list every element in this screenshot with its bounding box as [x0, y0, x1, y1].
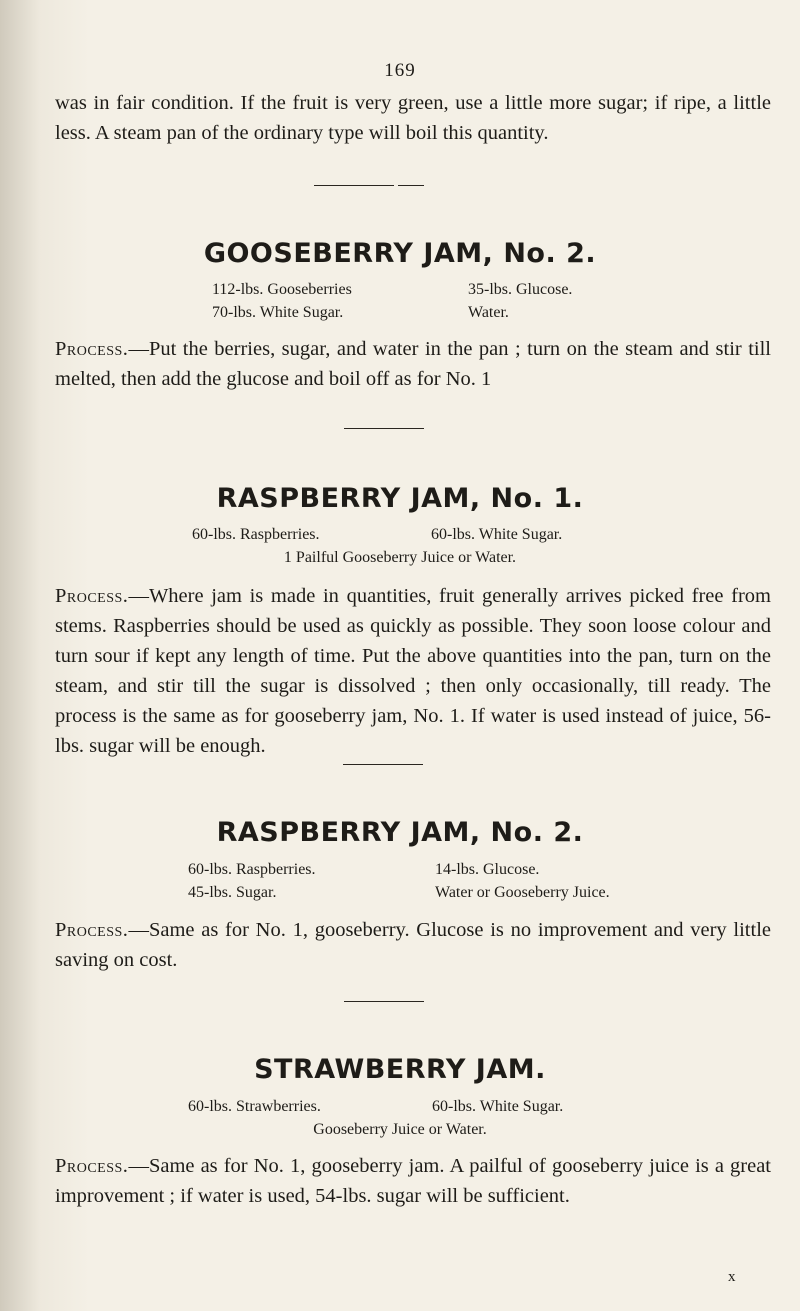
ingredient: Water. [468, 304, 509, 321]
ingredient: 1 Pailful Gooseberry Juice or Water. [283, 549, 517, 566]
section-divider [398, 185, 424, 186]
ingredient: 70-lbs. White Sugar. [212, 304, 344, 321]
intro-paragraph: was in fair condition. If the fruit is very green, use a little more sugar; if ripe, a little less. A steam pan of the ordinary type will boil this quantity. [55, 92, 771, 144]
ingredient: 60-lbs. Strawberries. [188, 1098, 321, 1115]
process-text: —Where jam is made in quantities, fruit generally arrives picked free from stems. Raspberries should be used as quickly as possible. They soon loose colour and turn sour if kept any length of time. Put the above quantities into the pan, turn on the steam, and stir till the sugar is dissolved ; then only occasionally, till ready. The process is the same as for gooseberry jam, No. 1. If water is used instead of juice, 56-lbs. sugar will be enough. [55, 585, 771, 757]
signature-mark: x [728, 1269, 736, 1285]
process-label: Process. [55, 1155, 129, 1177]
section-title-raspberry-jam-1: RASPBERRY JAM, No. 1. [216, 483, 584, 514]
process-label: Process. [55, 585, 129, 607]
process-paragraph [55, 334, 771, 394]
section-divider [344, 428, 424, 429]
process-label: Process. [55, 338, 129, 360]
ingredient: Water or Gooseberry Juice. [435, 884, 610, 901]
ingredient: 60-lbs. Raspberries. [188, 861, 316, 878]
ingredient: 60-lbs. White Sugar. [431, 526, 563, 543]
section-title-strawberry-jam: STRAWBERRY JAM. [254, 1054, 546, 1085]
ingredient: Gooseberry Juice or Water. [313, 1121, 487, 1138]
ingredient: 35-lbs. Glucose. [468, 281, 573, 298]
ingredient: 112-lbs. Gooseberries [212, 281, 352, 298]
section-divider [314, 185, 394, 186]
process-text: —Put the berries, sugar, and water in the pan ; turn on the steam and stir till melted, then add the glucose and boil off as for No. 1 [55, 338, 771, 390]
section-divider [344, 1001, 424, 1002]
section-title-gooseberry-jam-2: GOOSEBERRY JAM, No. 2. [203, 238, 597, 269]
process-paragraph [55, 915, 771, 975]
process-text: —Same as for No. 1, gooseberry jam. A pailful of gooseberry juice is a great improvement ; if water is used, 54-lbs. sugar will be sufficient. [55, 1155, 771, 1207]
ingredient: 45-lbs. Sugar. [188, 884, 277, 901]
process-paragraph [55, 1151, 771, 1211]
process-paragraph [55, 581, 771, 761]
process-label: Process. [55, 919, 129, 941]
ingredient: 14-lbs. Glucose. [435, 861, 540, 878]
section-divider [343, 764, 423, 765]
page-number: 169 [384, 60, 416, 81]
ingredient: 60-lbs. White Sugar. [432, 1098, 564, 1115]
ingredient: 60-lbs. Raspberries. [192, 526, 320, 543]
section-title-raspberry-jam-2: RASPBERRY JAM, No. 2. [216, 817, 584, 848]
process-text: —Same as for No. 1, gooseberry. Glucose is no improvement and very little saving on cost. [55, 919, 771, 971]
